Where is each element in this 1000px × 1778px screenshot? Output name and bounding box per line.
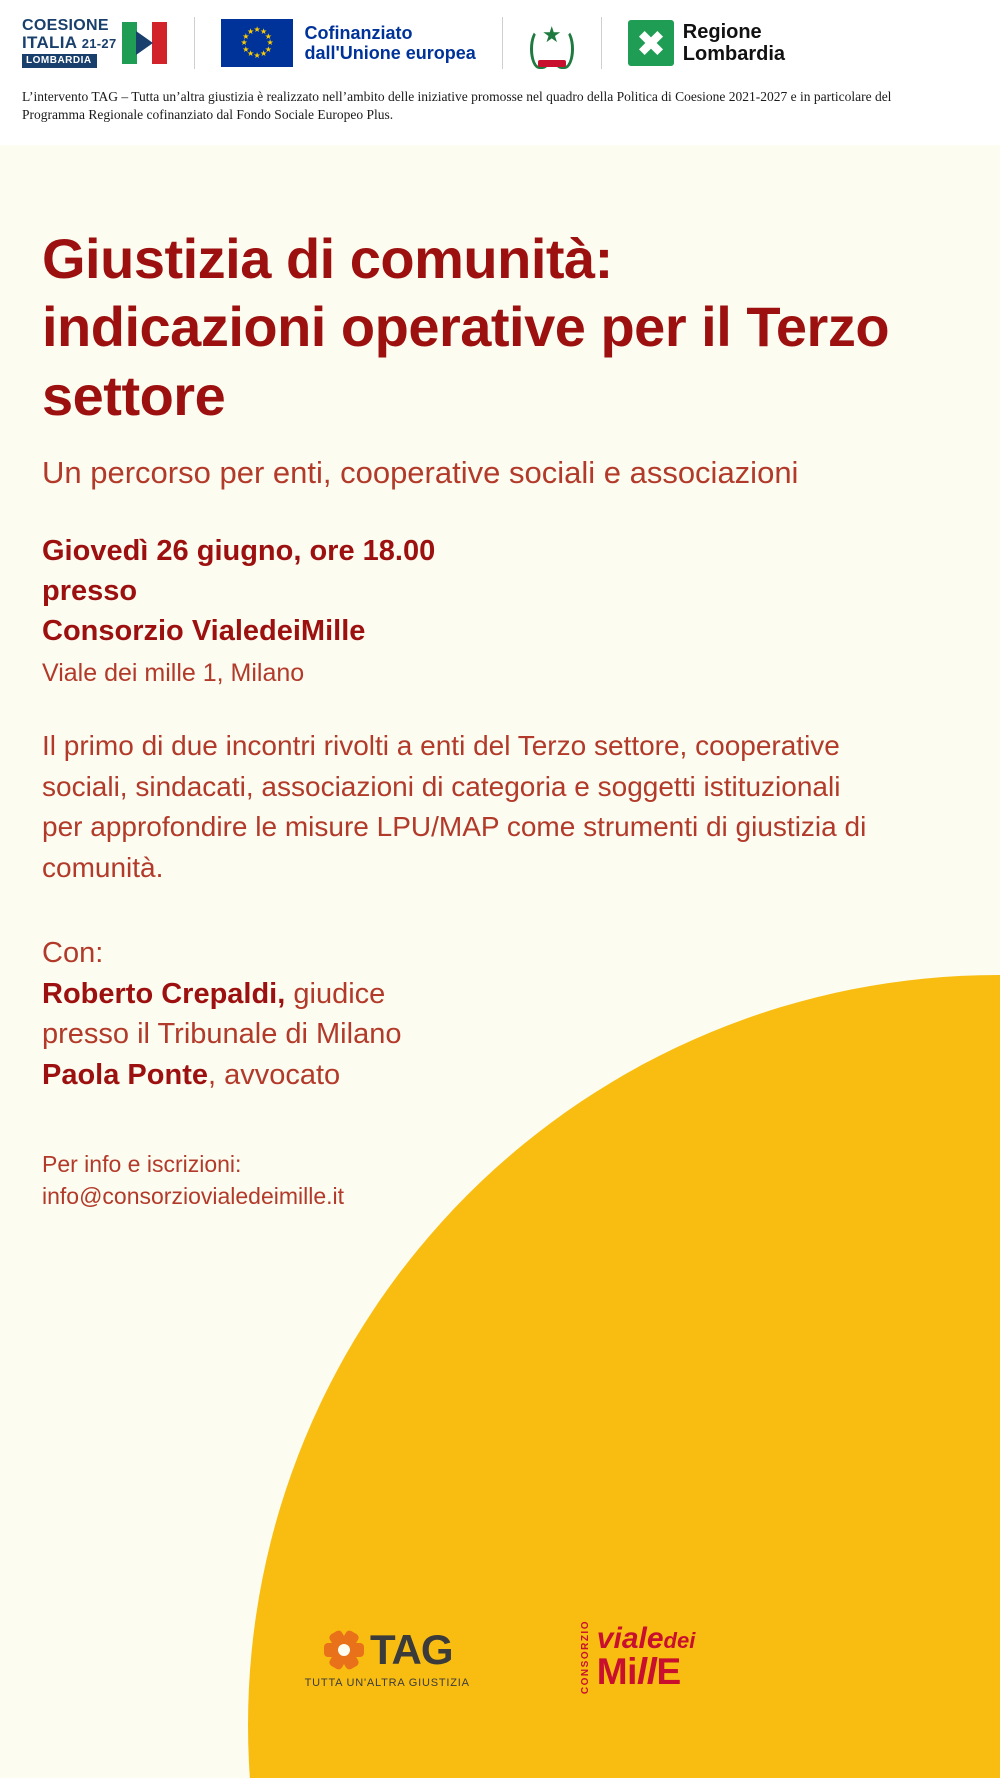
vdm-consorzio-label: CONSORZIO (579, 1620, 591, 1695)
vdm-line1 (596, 1622, 696, 1656)
coesione-text-block (22, 18, 116, 69)
speaker-2-name: Paola Ponte (42, 1058, 208, 1091)
eu-text-block (304, 23, 475, 63)
footer-logo-row (0, 1620, 1000, 1694)
vdm-ll: ll (636, 1650, 657, 1692)
contact-block (42, 1148, 922, 1213)
eu-line2: dall'Unione europea (304, 43, 476, 63)
coesione-line1: COESIONE (22, 16, 109, 34)
event-venue: Consorzio VialedeiMille (42, 615, 366, 648)
tag-asterisk-icon (322, 1628, 366, 1672)
vdm-mi: Mi (596, 1650, 637, 1692)
contact-label: Per info e iscrizioni: (42, 1150, 242, 1177)
tag-logo (305, 1626, 470, 1689)
vialedeimille-logo (580, 1620, 696, 1694)
event-datetime-block (42, 531, 922, 651)
italy-flag-icon (122, 22, 168, 64)
lombardia-text-block (683, 21, 785, 65)
speaker-1 (42, 974, 922, 1015)
funding-disclaimer: L’intervento TAG – Tutta un’altra giustizia è realizzato nell’ambito delle iniziative promosse nel quadro della Politica di Coesione 2021-2027 e in particolare del Programma Regionale cofinanziato dal Fondo Sociale Europeo Plus. (22, 89, 892, 123)
coesione-italia-word: ITALIA (22, 32, 77, 52)
vdm-wordmark (596, 1622, 696, 1692)
speaker-1-affiliation: presso il Tribunale di Milano (42, 1018, 402, 1051)
lombardia-line2: Lombardia (682, 43, 786, 65)
eu-stars-icon: ★ ★ ★ ★ ★ ★ ★ ★ ★ ★ ★ ★ (240, 25, 274, 60)
tag-wordmark: TAG (369, 1625, 453, 1673)
lombardia-rose-icon (628, 20, 674, 66)
poster-subtitle: Un percorso per enti, cooperative sociali e associazioni (42, 454, 799, 490)
coesione-years: 21-27 (81, 35, 117, 51)
eu-line1: Cofinanziato (304, 22, 413, 43)
institutional-logo-bar (0, 0, 1000, 145)
speaker-1-name: Roberto Crepaldi, (42, 977, 286, 1010)
logo-divider-1 (194, 17, 195, 69)
coesione-italia-logo (22, 18, 168, 69)
republic-emblem-icon: ★ (529, 17, 575, 69)
european-union-logo (221, 19, 475, 67)
page-title: Giustizia di comunità: indicazioni operative per il Terzo settore (42, 227, 890, 427)
vdm-dei: dei (663, 1628, 696, 1654)
vdm-e: E (656, 1650, 681, 1692)
logo-row (0, 0, 1000, 86)
coesione-line2 (22, 34, 116, 51)
regione-lombardia-logo (628, 20, 785, 66)
speaker-1-role: giudice (285, 977, 386, 1010)
event-address: Viale dei mille 1, Milano (42, 659, 305, 688)
tag-logo-row (322, 1626, 453, 1674)
tag-tagline: TUTTA UN'ALTRA GIUSTIZIA (304, 1676, 470, 1689)
contact-email[interactable]: info@consorziovialedeimille.it (42, 1183, 345, 1210)
speaker-2-role: , avvocato (208, 1058, 341, 1091)
vdm-line2 (596, 1650, 696, 1692)
speakers-block (42, 933, 922, 1095)
event-datetime: Giovedì 26 giugno, ore 18.00 (42, 535, 436, 568)
poster-content (42, 225, 922, 1213)
speaker-2 (42, 1055, 922, 1096)
vdm-viale: viale (596, 1622, 664, 1656)
lombardia-line1: Regione (682, 21, 762, 43)
event-description: Il primo di due incontri rivolti a enti del Terzo settore, cooperative sociali, sindacati, associazioni di categoria e soggetti istituzionali per approfondire le misure LPU/MAP come strumenti di giustizia di comunità. (42, 729, 867, 884)
eu-flag-icon (221, 19, 293, 67)
speakers-label: Con: (42, 937, 104, 970)
event-presso-label: presso (42, 575, 138, 608)
logo-divider-2 (502, 17, 503, 69)
logo-divider-3 (601, 17, 602, 69)
coesione-lombardia-badge: LOMBARDIA (22, 54, 97, 68)
italian-republic-logo (529, 17, 575, 69)
